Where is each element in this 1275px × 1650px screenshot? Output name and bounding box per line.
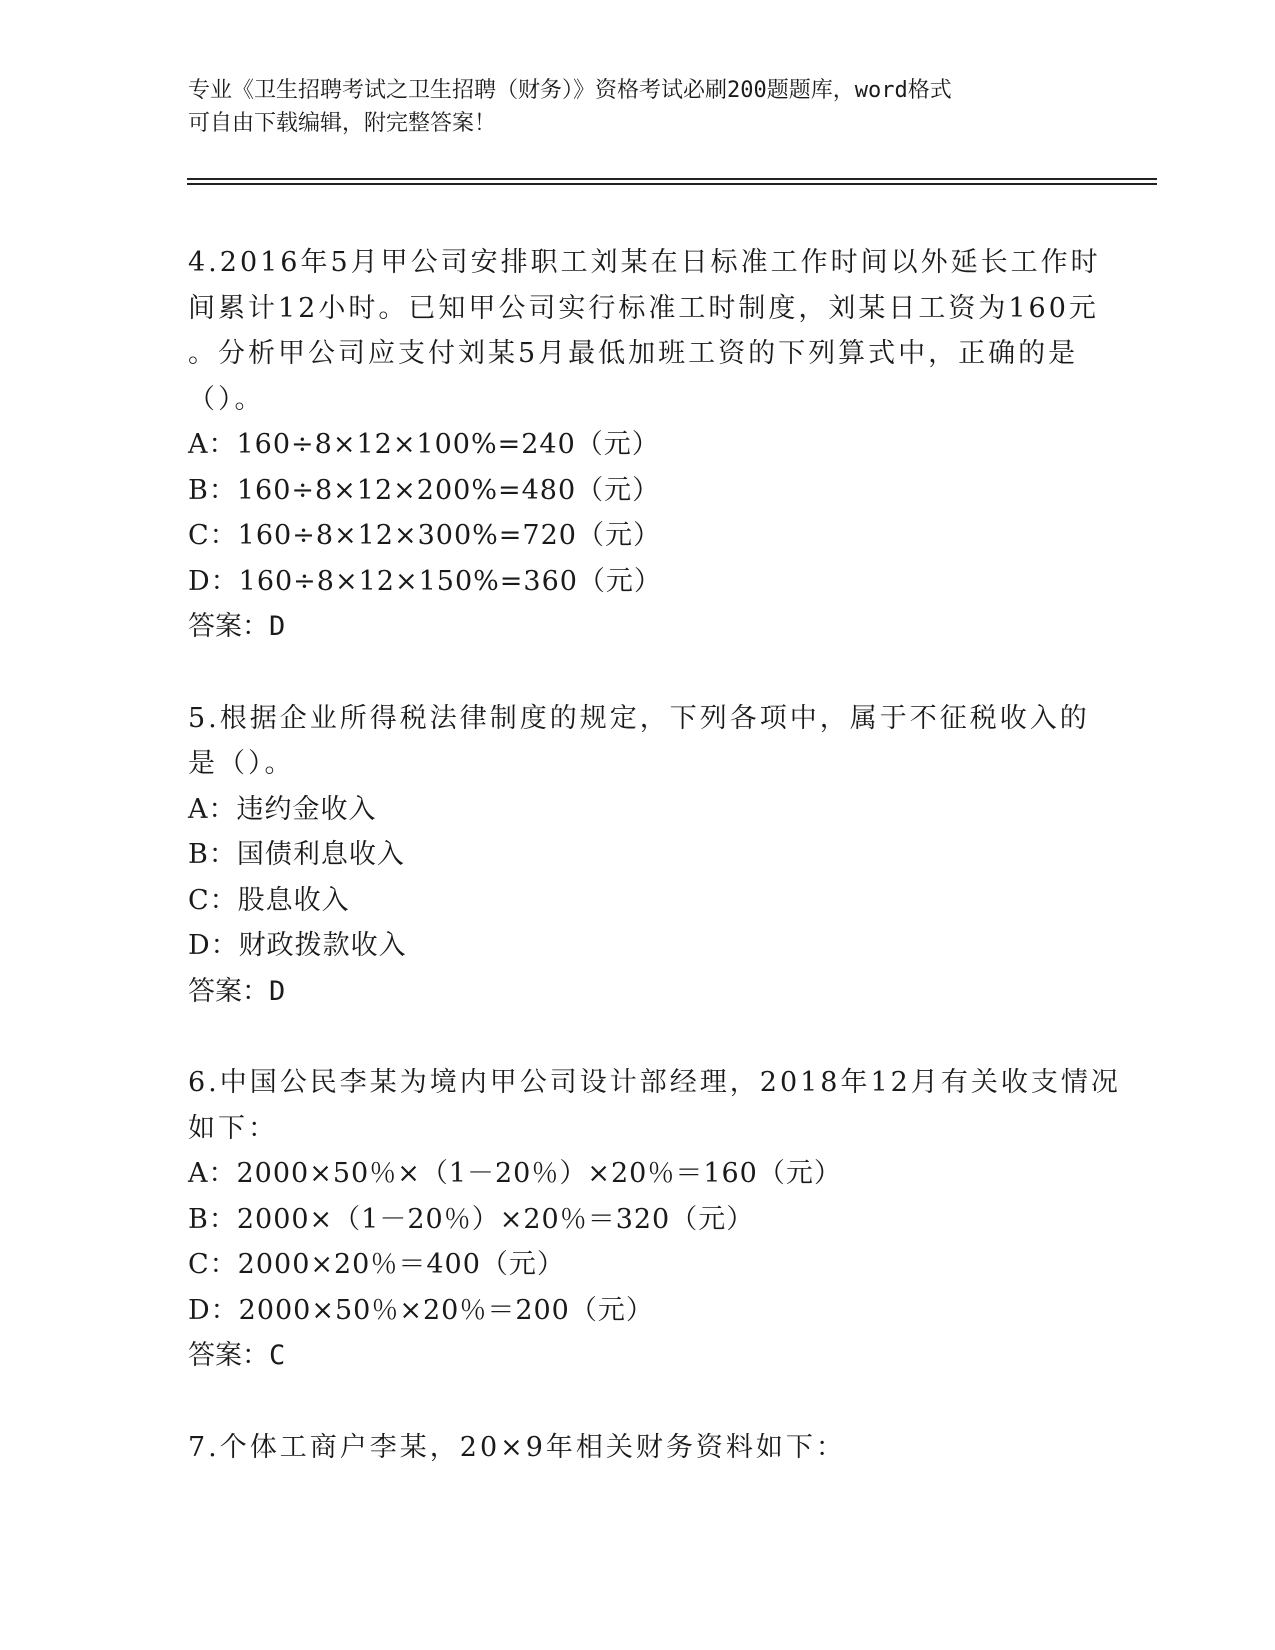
question-stem-line: 。分析甲公司应支付刘某5月最低加班工资的下列算式中，正确的是 [188, 338, 1079, 369]
question-stem-line: 6.中国公民李某为境内甲公司设计部经理，2018年12月有关收支情况 [188, 1067, 1121, 1098]
header-divider-top [187, 178, 1157, 180]
option-b: B：160÷8×12×200%=480（元） [188, 474, 661, 506]
question-4 [188, 240, 1101, 650]
question-stem-line: （）。 [188, 383, 265, 415]
answer-line: 答案：D [188, 975, 286, 1007]
question-stem-line: 5.根据企业所得税法律制度的规定，下列各项中，属于不征税收入的 [188, 702, 1090, 734]
header-line-1: 专业《卫生招聘考试之卫生招聘（财务）》资格考试必刷200题题库，word格式 [188, 78, 952, 103]
answer-line: 答案：D [188, 611, 286, 642]
option-d: D：2000×50％×20％＝200（元） [188, 1294, 654, 1326]
option-d: D：财政拨款收入 [188, 930, 407, 961]
option-c: C：2000×20％＝400（元） [188, 1249, 565, 1280]
option-d: D：160÷8×12×150%=360（元） [188, 565, 662, 597]
header-line-2: 可自由下载编辑，附完整答案！ [188, 111, 497, 136]
option-a: A：2000×50％×（1－20％）×20％＝160（元） [188, 1158, 842, 1189]
option-b: B：国债利息收入 [188, 839, 405, 870]
question-list [188, 240, 1121, 1516]
document-header [188, 74, 1078, 140]
option-a: A：160÷8×12×100%=240（元） [188, 429, 660, 460]
header-divider-bottom [187, 183, 1157, 185]
question-6 [188, 1060, 1121, 1379]
answer-line: 答案：C [188, 1340, 286, 1371]
option-c: C：股息收入 [188, 884, 350, 916]
question-stem-line: 4.2016年5月甲公司安排职工刘某在日标准工作时间以外延长工作时 [188, 247, 1101, 278]
question-stem-line: 是（）。 [188, 748, 295, 779]
option-c: C：160÷8×12×300%=720（元） [188, 520, 661, 551]
question-stem-line: 7.个体工商户李某，20×9年相关财务资料如下： [188, 1431, 846, 1463]
option-b: B：2000×（1－20％）×20％＝320（元） [188, 1203, 755, 1235]
question-7 [188, 1425, 1088, 1471]
question-stem-line: 间累计12小时。已知甲公司实行标准工时制度，刘某日工资为160元 [188, 292, 1099, 324]
question-stem-line: 如下： [188, 1112, 278, 1144]
question-5 [188, 696, 1088, 1015]
option-a: A：违约金收入 [188, 793, 377, 825]
